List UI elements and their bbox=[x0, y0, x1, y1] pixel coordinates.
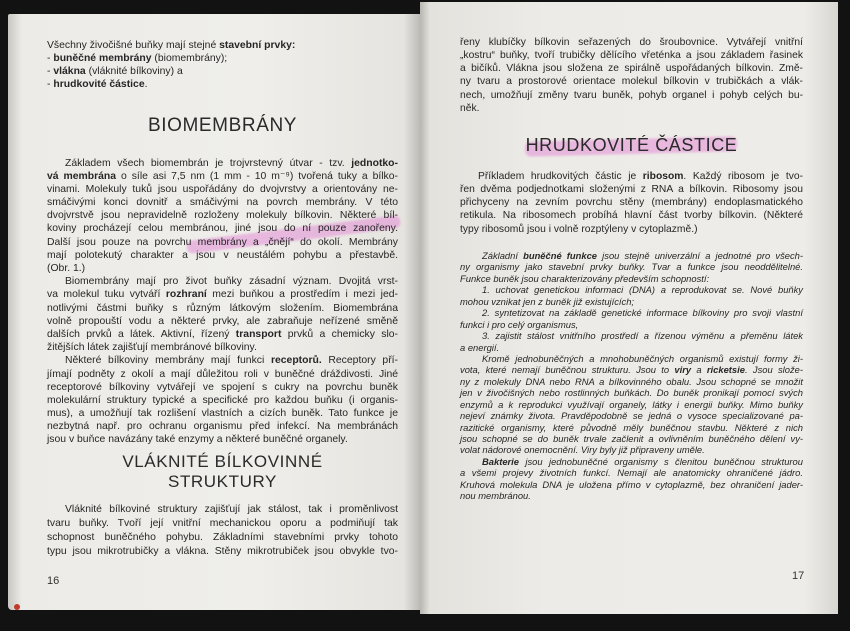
text-line bbox=[460, 62, 803, 75]
text-line bbox=[47, 209, 398, 222]
text-segment: retikula. Na ribosomech probíhá hlavní část tvorby bílkovin. (Některé bbox=[460, 210, 803, 222]
text-line bbox=[47, 531, 398, 545]
heading-hrudkovite: HRUDKOVITÉ ČÁSTICE bbox=[525, 135, 738, 155]
text-line bbox=[460, 89, 803, 102]
text-line bbox=[47, 354, 398, 367]
text-line bbox=[460, 223, 803, 236]
text-segment: Biomembrány mají pro život buňky zásadní význam. Dvojitá vrst- bbox=[65, 276, 398, 288]
page-number-left: 16 bbox=[47, 575, 60, 587]
bold-term: transport bbox=[235, 328, 282, 340]
text-segment: dvojvrstvě jsou nepravidelně rozloženy molekuly bílkovin. Některé bíl- bbox=[47, 210, 398, 222]
text-segment: Další jsou pouze na povrchu membrány a „čnějí“ do okolí. Membrány bbox=[47, 236, 398, 248]
text-segment: Receptory pří- bbox=[321, 355, 398, 367]
bold-term: buněčné membrány bbox=[53, 52, 152, 64]
text-segment: Funkce buněk jsou charakterizovány především schopností: bbox=[460, 272, 710, 284]
text-segment: . Jsou slože- bbox=[744, 364, 804, 376]
text-line bbox=[47, 420, 398, 433]
bold-term: ribosom bbox=[642, 170, 684, 182]
text-line bbox=[460, 444, 803, 455]
text-line bbox=[460, 250, 803, 261]
text-segment: vinami. Molekuly tuků jsou uspořádány do dvojvrstvy a orientovány ne- bbox=[47, 183, 398, 195]
text-segment: (vláknité bílkoviny) a bbox=[85, 66, 183, 78]
text-segment: a bbox=[691, 364, 707, 376]
text-line bbox=[460, 75, 803, 88]
paragraph bbox=[460, 353, 803, 456]
text-line bbox=[47, 39, 398, 52]
text-line bbox=[47, 65, 398, 78]
text-line bbox=[460, 387, 803, 398]
text-segment: ny z molekuly DNA nebo RNA a bílkovinného obalu. Jsou schopné se množit bbox=[460, 375, 803, 387]
text-line bbox=[47, 328, 398, 341]
text-line bbox=[47, 236, 398, 249]
right-book-page bbox=[420, 2, 838, 614]
paragraph bbox=[47, 503, 398, 559]
text-line bbox=[47, 503, 398, 517]
paragraph bbox=[47, 354, 398, 446]
text-line bbox=[460, 209, 803, 222]
text-segment: jen v živočišných nebo rostlinných buňkách. Do buněk pronikají pomocí svých bbox=[460, 387, 803, 399]
paragraph bbox=[460, 250, 803, 284]
text-segment: . Každý ribosom je tvo- bbox=[683, 170, 803, 182]
text-line bbox=[47, 381, 398, 394]
text-segment: Kromě jednobuněčných a mnohobuněčných organismů existují formy ži- bbox=[482, 352, 803, 364]
text-segment: Některé bílkoviny membrány mají funkci bbox=[65, 355, 271, 367]
text-line bbox=[47, 394, 398, 407]
text-line bbox=[460, 376, 803, 387]
text-segment: Všechny živočišné buňky mají stejné bbox=[47, 39, 220, 51]
bold-term: buněčné funkce bbox=[523, 250, 598, 261]
text-line bbox=[47, 78, 398, 91]
text-segment: volat nádorové onemocnění. Viry byly již připraveny uměle. bbox=[460, 444, 705, 456]
text-line bbox=[47, 249, 398, 262]
page-number-right: 17 bbox=[792, 570, 805, 582]
text-segment: Základní bbox=[482, 250, 524, 261]
text-segment: (Obr. 1.) bbox=[47, 263, 86, 274]
text-line bbox=[460, 410, 803, 421]
cell-functions-text bbox=[460, 250, 803, 502]
text-segment: řeny klubíčky bílkovin seřazených do šroubovnice. Vytvářejí vnitřní bbox=[460, 36, 803, 48]
text-segment: - bbox=[47, 66, 54, 78]
text-segment: jsou stejně univerzální a jednotné pro všech- bbox=[597, 250, 803, 261]
biomembrany-text bbox=[47, 157, 398, 447]
text-line bbox=[47, 275, 398, 288]
text-line bbox=[47, 170, 398, 183]
text-line bbox=[460, 284, 803, 295]
text-segment: něk. bbox=[460, 102, 480, 114]
text-line bbox=[460, 36, 803, 49]
text-line bbox=[460, 170, 803, 183]
text-segment: nezbytná např. pro ochranu organismu před infekcí. Na membránách bbox=[47, 421, 398, 433]
text-line bbox=[47, 157, 398, 170]
text-line bbox=[47, 433, 398, 446]
vlaknite-text bbox=[47, 503, 398, 559]
text-segment: tvaru buňky. Tvoří její vnitřní mechanickou oporu a podmiňují tak bbox=[47, 518, 398, 529]
text-segment: Vláknité bílkoviné struktury zajišťují jak stálost, tak i proměnlivost bbox=[65, 504, 398, 515]
text-segment: nejeví známky života. Pravděpodobně se jedná o vysoce specializované pa- bbox=[460, 410, 803, 422]
text-segment: mají polotekutý charakter a jsou v neustálém pohybu a přestavbě. bbox=[47, 249, 398, 261]
text-segment: typu jsou mikrotrubičky a vlákna. Stěny mikrotrubiček jsou obvykle tvo- bbox=[47, 546, 398, 557]
text-segment: . bbox=[144, 79, 148, 91]
text-line bbox=[47, 315, 398, 328]
paragraph bbox=[460, 307, 803, 330]
paragraph bbox=[460, 456, 803, 502]
text-segment: funkci i pro celý organismus, bbox=[460, 318, 579, 330]
heading-vlaknite-line-2: STRUKTURY bbox=[168, 472, 277, 491]
text-segment: mezi buňkou a prostředím i mezi jed- bbox=[206, 289, 398, 301]
text-segment: „kostru“ buňky, tvoří trubičky dělícího vřeténka a jsou základem řasinek bbox=[460, 49, 803, 61]
text-line bbox=[47, 288, 398, 301]
heading-biomembrany: BIOMEMBRÁNY bbox=[147, 115, 298, 136]
text-line bbox=[460, 353, 803, 364]
text-line bbox=[460, 479, 803, 490]
text-line bbox=[460, 330, 803, 341]
paragraph bbox=[47, 275, 398, 354]
text-line bbox=[460, 296, 803, 307]
text-segment: a energií. bbox=[460, 341, 500, 353]
text-segment: Kruhová molekula DNA je uložena přímo v cytoplazmě, bez ohraničení jader- bbox=[460, 478, 803, 490]
text-line bbox=[460, 319, 803, 330]
text-segment: - bbox=[47, 52, 54, 64]
bold-term: hrudkovité částice bbox=[53, 79, 145, 91]
text-line bbox=[460, 399, 803, 410]
text-segment: schopnost buněčného pohybu. Základními stavebními prvky tohoto bbox=[47, 532, 398, 543]
paragraph bbox=[460, 284, 803, 307]
text-segment: volně propouští vodu a některé prvky, ale zabraňuje neřízené směně bbox=[47, 315, 398, 327]
text-segment: Základem všech biomembrán je trojvrstevný útvar - tzv. bbox=[65, 157, 352, 169]
text-segment: mohou vznikat jen z buněk již existujících; bbox=[460, 295, 635, 307]
bold-term: Bakterie bbox=[482, 455, 520, 467]
text-segment: prvků a chemicky slo- bbox=[281, 328, 399, 340]
paragraph bbox=[460, 330, 803, 353]
text-line bbox=[47, 52, 398, 65]
text-line bbox=[47, 341, 398, 354]
text-line bbox=[460, 49, 803, 62]
text-line bbox=[47, 545, 398, 559]
text-segment: řen dvěma podjednotkami složenými z RNA a bílkovin. Ribosomy jsou bbox=[460, 183, 803, 195]
text-segment: o síle asi 7,5 nm (1 mm - 10 m⁻⁹) tvořená tuky a bílko- bbox=[116, 170, 398, 182]
text-line bbox=[460, 307, 803, 318]
text-line bbox=[460, 433, 803, 444]
text-segment: receptorové bílkoviny vytvářejí ve spojení s cukry na povrchu buněk bbox=[47, 381, 398, 393]
text-segment: smáčivými konci dovnitř a smáčivými na povrch membrány. V této bbox=[47, 197, 398, 209]
red-mark bbox=[14, 604, 20, 610]
text-line bbox=[47, 407, 398, 420]
bold-term: stavební prvky: bbox=[219, 39, 296, 51]
text-segment: nou membránou. bbox=[460, 490, 531, 502]
bold-term: jednotko- bbox=[351, 157, 398, 169]
text-segment: žitějších látek zajišťují membránové bílkoviny. bbox=[47, 342, 257, 354]
text-line bbox=[460, 422, 803, 433]
paragraph bbox=[460, 36, 803, 116]
left-book-page bbox=[8, 14, 420, 610]
text-line bbox=[460, 456, 803, 467]
text-segment: typy ribosomů jsou i volně rozptýleny v cytoplazmě.) bbox=[460, 223, 698, 235]
paragraph bbox=[47, 157, 398, 276]
text-segment: 1. uchovat genetickou informaci (DNA) a reprodukovat se. Nové buňky bbox=[482, 284, 803, 296]
text-line bbox=[460, 273, 803, 284]
text-segment: jsou jednobuněčné organismy s členitou buněčnou strukturou bbox=[519, 455, 803, 467]
text-segment: a bičíků. Vlákna jsou složena ze spirálně uspořádaných bílkovin. Změ- bbox=[460, 63, 803, 75]
intro-list bbox=[47, 39, 398, 92]
text-line bbox=[460, 364, 803, 375]
heading-vlaknite-line-1: VLÁKNITÉ BÍLKOVINNÉ bbox=[122, 452, 323, 471]
text-segment: dalších prvků a látek. Aktivní, řízený bbox=[47, 328, 236, 340]
bold-term: rozhraní bbox=[165, 289, 207, 301]
text-line bbox=[460, 183, 803, 196]
bold-term: vá membrána bbox=[47, 170, 117, 182]
text-segment: ny organismy jako stavební prvky buňky. Tvar a funkce jsou neoddělitelné. bbox=[460, 261, 803, 273]
text-line bbox=[460, 261, 803, 272]
text-segment: přichyceny na zevním povrchu stěny (membrány) endoplasmatického bbox=[460, 197, 803, 209]
paragraph bbox=[47, 39, 398, 92]
bold-term: viry bbox=[674, 364, 692, 376]
text-segment: vota, které nemají buněčnou strukturu. Jsou to bbox=[460, 364, 675, 376]
text-line bbox=[460, 196, 803, 209]
text-line bbox=[47, 302, 398, 315]
text-segment: molekulární struktury typické a specifické pro každou buňku (i organis- bbox=[47, 394, 398, 406]
text-line bbox=[47, 183, 398, 196]
text-segment: 3. zajistit stálost vnitřního prostředí a řízenou výměnu a přeměnu látek bbox=[482, 330, 803, 342]
text-segment: razitické organismy, které původně měly buněčnou stavbu. Některé z nich bbox=[460, 421, 803, 433]
text-line bbox=[460, 490, 803, 501]
text-line bbox=[47, 262, 398, 275]
hrudkovite-text bbox=[460, 170, 803, 236]
text-segment: ny tvaru a prostorové orientace molekul bílkovin v trubičkách a vlák- bbox=[460, 76, 803, 88]
bold-term: receptorů. bbox=[270, 355, 322, 367]
text-line bbox=[47, 222, 398, 235]
continued-text bbox=[460, 36, 803, 116]
text-segment: jímají podněty z okolí a mají důležitou roli v buněčné dráždivosti. Jiné bbox=[47, 368, 398, 380]
text-segment: jsou schopné se do buněk trvale začlenit a ovlivněním buněčného dělení vy- bbox=[460, 433, 803, 444]
text-segment: jsou v buňce navázány také enzymy a některé buněčné organely. bbox=[47, 434, 348, 446]
text-segment: Příkladem hrudkovitých částic je bbox=[478, 170, 643, 182]
text-segment: (biomembrány); bbox=[151, 52, 228, 64]
text-segment: koviny procházejí celou membránou, jiné jsou do ní pouze zanořeny. bbox=[47, 223, 398, 235]
text-segment: a všemi projevy životních funkcí. Nemají ale anatomicky ohraničené jádro. bbox=[460, 467, 803, 479]
text-segment: notlivými částmi buňky s různým látkovým složením. Biomembrána bbox=[47, 302, 398, 314]
text-segment: va molekul tuku vytváří bbox=[47, 289, 166, 301]
text-segment: - bbox=[47, 79, 54, 91]
bold-term: ricketsie bbox=[706, 364, 745, 376]
text-segment: enzymů a k reprodukci využívají organely, látky i energii buňky. Mimo buňky bbox=[460, 398, 803, 410]
text-line bbox=[460, 102, 803, 115]
text-segment: nech, umožňují změny tvaru buněk, pohyb organel i pohyb celých bu- bbox=[460, 89, 803, 101]
text-segment: mus), a umožňují tak rozlišení vlastních a cizích buněk. Tato funkce je bbox=[47, 408, 398, 420]
paragraph bbox=[460, 170, 803, 236]
text-line bbox=[47, 368, 398, 381]
text-line bbox=[460, 467, 803, 478]
text-segment: 2. syntetizovat na základě genetické informace bílkoviny pro svoji vlastní bbox=[482, 307, 803, 319]
text-line bbox=[460, 342, 803, 353]
text-line bbox=[47, 196, 398, 209]
bold-term: vlákna bbox=[53, 66, 86, 78]
text-line bbox=[47, 517, 398, 531]
